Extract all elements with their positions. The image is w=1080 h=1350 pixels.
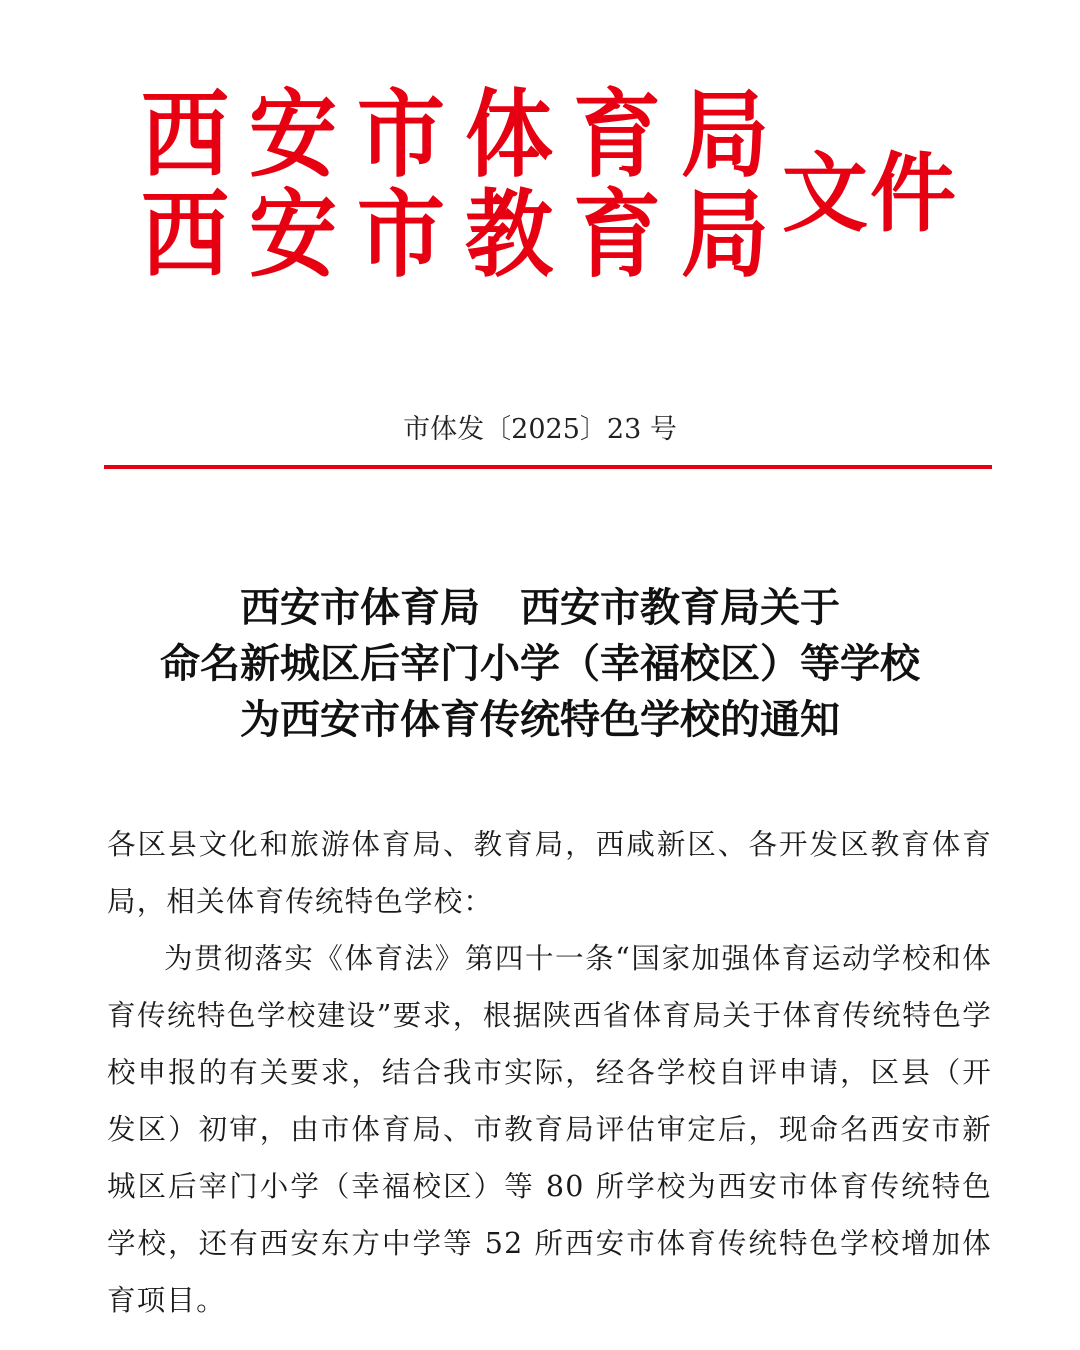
- salutation: 各区县文化和旅游体育局、教育局，西咸新区、各开发区教育体育局，相关体育传统特色学校：: [107, 828, 992, 918]
- masthead-char: 局: [680, 177, 769, 291]
- masthead-char: 市: [356, 177, 445, 291]
- masthead-suffix: 文件: [782, 143, 958, 244]
- masthead-char: 安: [248, 77, 337, 191]
- masthead-line-sports-bureau: [140, 77, 770, 191]
- masthead-char: 体: [464, 77, 553, 191]
- masthead-char: 西: [140, 177, 229, 291]
- red-divider: [104, 465, 992, 469]
- title-line-2: 命名新城区后宰门小学（幸福校区）等学校: [160, 640, 920, 687]
- title-line-3: 为西安市体育传统特色学校的通知: [240, 696, 840, 743]
- body-paragraph: 为贯彻落实《体育法》第四十一条“国家加强体育运动学校和体育传统特色学校建设”要求，根据陕西省体育局关于体育传统特色学校申报的有关要求，结合我市实际，经各学校自评申请，区县（开发区）初审，由市体育局、市教育局评估审定后，现命名西安市新城区后宰门小学（幸福校区）等 80 所学校为西安市体育传统特色学校，还有西安东方中学等 52 所西安市体育传统特色学校增加体育项目。: [107, 942, 992, 1317]
- masthead-char: 西: [140, 77, 229, 191]
- red-masthead: [140, 77, 960, 291]
- document-title: [60, 580, 1020, 748]
- masthead-char: 育: [572, 77, 661, 191]
- title-line-1: 西安市体育局 西安市教育局关于: [240, 584, 840, 631]
- masthead-line-education-bureau: [140, 177, 770, 291]
- document-body: [107, 816, 992, 1329]
- masthead-char: 安: [248, 177, 337, 291]
- document-number: 市体发〔2025〕23 号: [403, 414, 677, 445]
- masthead-char: 市: [356, 77, 445, 191]
- masthead-char: 局: [680, 77, 769, 191]
- masthead-char: 育: [572, 177, 661, 291]
- masthead-char: 教: [464, 177, 553, 291]
